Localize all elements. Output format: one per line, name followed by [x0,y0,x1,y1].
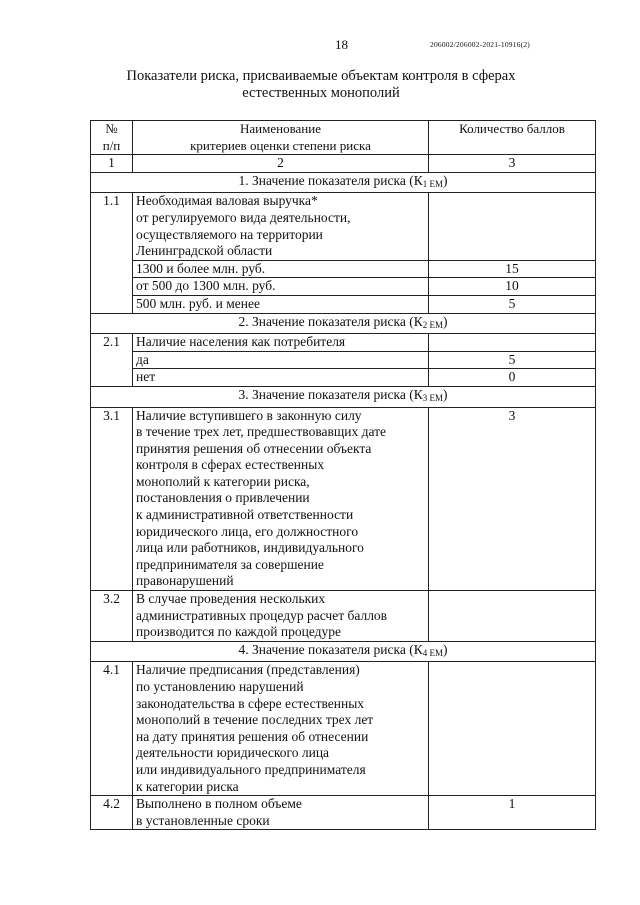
text-line: Выполнено в полном объеме [136,796,302,812]
row-number: 3.2 [91,591,133,642]
header-number-line-2: п/п [102,137,121,153]
section-1-close: ) [442,172,448,188]
table-row [91,260,596,278]
text-line: к категории риска [136,778,239,794]
table-row [91,662,596,796]
table-row [91,796,596,830]
criterion-text [133,591,429,642]
points-cell: 1 [429,796,596,830]
section-2-heading [91,313,596,334]
section-2-subscript: 2 ЕМ [422,319,443,330]
text-line: или индивидуального предпринимателя [136,761,366,777]
table-row [91,369,596,387]
table-row [91,591,596,642]
section-4-subscript: 4 ЕМ [422,647,443,658]
section-1-subscript: 1 ЕМ [422,178,443,189]
text-line: осуществляемого на территории [136,226,323,242]
text-line: по установлению нарушений [136,679,304,694]
points-cell [429,193,596,260]
text-line: деятельности юридического лица [136,745,330,761]
table-row [91,407,596,591]
row-number: 4.2 [91,796,133,830]
section-3-subscript: 3 ЕМ [422,392,443,403]
table-row [91,278,596,296]
row-number: 4.1 [91,662,133,796]
text-line: Ленинградской области [136,243,273,259]
column-numbers-row [91,155,596,173]
text-line: предпринимателя за совершение [136,556,324,572]
text-line: на дату принятия решения об отнесении [136,728,369,744]
text-line: принятия решения об отнесении объекта [136,440,372,456]
option-label: от 500 до 1300 млн. руб. [133,278,429,296]
col-number-3: 3 [429,155,596,173]
criterion-text [133,796,429,830]
section-4-heading [91,641,596,662]
row-number: 3.1 [91,407,133,591]
col-number-2: 2 [133,155,429,173]
points-cell [429,662,596,796]
table-row [91,193,596,260]
points-cell: 3 [429,407,596,591]
option-label: 1300 и более млн. руб. [133,260,429,278]
header-number-line-1: № [105,121,118,136]
criterion-text: Наличие населения как потребителя [133,334,429,352]
section-row [91,172,596,193]
page-number: 18 [335,37,348,52]
text-line: монополий в течение последних трех лет [136,712,374,728]
text-line: правонарушений [136,573,234,589]
points-cell [429,334,596,352]
section-2-text: 2. Значение показателя риска (К [238,313,423,329]
section-row [91,641,596,662]
text-line: постановления о привлечении [136,490,310,506]
table-header-row [91,121,596,155]
option-points: 0 [429,369,596,387]
header-criteria-name [133,121,429,155]
text-line: в течение трех лет, предшествовавщих дате [136,424,387,440]
text-line: от регулируемого вида деятельности, [136,209,351,225]
section-3-text: 3. Значение показателя риска (К [238,386,423,402]
section-4-text: 4. Значение показателя риска (К [238,641,423,657]
criterion-text [133,662,429,796]
text-line: монополий к категории риска, [136,473,310,489]
table-row [91,334,596,352]
option-label: нет [133,369,429,387]
row-number: 2.1 [91,334,133,387]
col-number-1: 1 [91,155,133,173]
table-row [91,351,596,369]
option-label: да [133,351,429,369]
title-line-1: Показатели риска, присваиваемые объектам контроля в сферах [126,68,516,84]
option-points: 5 [429,295,596,313]
row-number: 1.1 [91,193,133,313]
text-line: лица или работников, индивидуального [136,540,364,556]
option-points: 10 [429,278,596,296]
text-line: административных процедур расчет баллов [136,607,388,623]
section-4-close: ) [442,641,448,657]
section-1-heading [91,172,596,193]
header-name-line-1: Наименование [240,121,321,136]
text-line: контроля в сферах естественных [136,457,325,473]
risk-indicators-table [90,120,596,830]
text-line: Необходимая валовая выручка* [136,193,318,209]
text-line: Наличие вступившего в законную силу [136,407,362,423]
criterion-text [133,193,429,260]
document-id: 206002/206002-2021-10916(2) [430,40,530,49]
table-row [91,295,596,313]
text-line: Наличие предписания (представления) [136,662,360,678]
header-number [91,121,133,155]
section-3-close: ) [442,386,448,402]
title-line-2: естественных монополий [242,85,400,101]
page-title [96,68,546,102]
text-line: юридического лица, его должностного [136,523,359,539]
section-1-text: 1. Значение показателя риска (К [238,172,423,188]
section-2-close: ) [442,313,448,329]
section-row [91,313,596,334]
text-line: производится по каждой процедуре [136,624,342,640]
section-row [91,386,596,407]
text-line: в установленные сроки [136,812,270,828]
header-name-line-2: критериев оценки степени риска [190,137,371,153]
option-points: 15 [429,260,596,278]
option-label: 500 млн. руб. и менее [133,295,429,313]
header-points: Количество баллов [429,121,596,155]
text-line: к административной ответственности [136,507,354,523]
section-3-heading [91,386,596,407]
text-line: законодательства в сфере естественных [136,695,365,711]
text-line: В случае проведения нескольких [136,591,326,607]
option-points: 5 [429,351,596,369]
points-cell [429,591,596,642]
criterion-text [133,407,429,591]
